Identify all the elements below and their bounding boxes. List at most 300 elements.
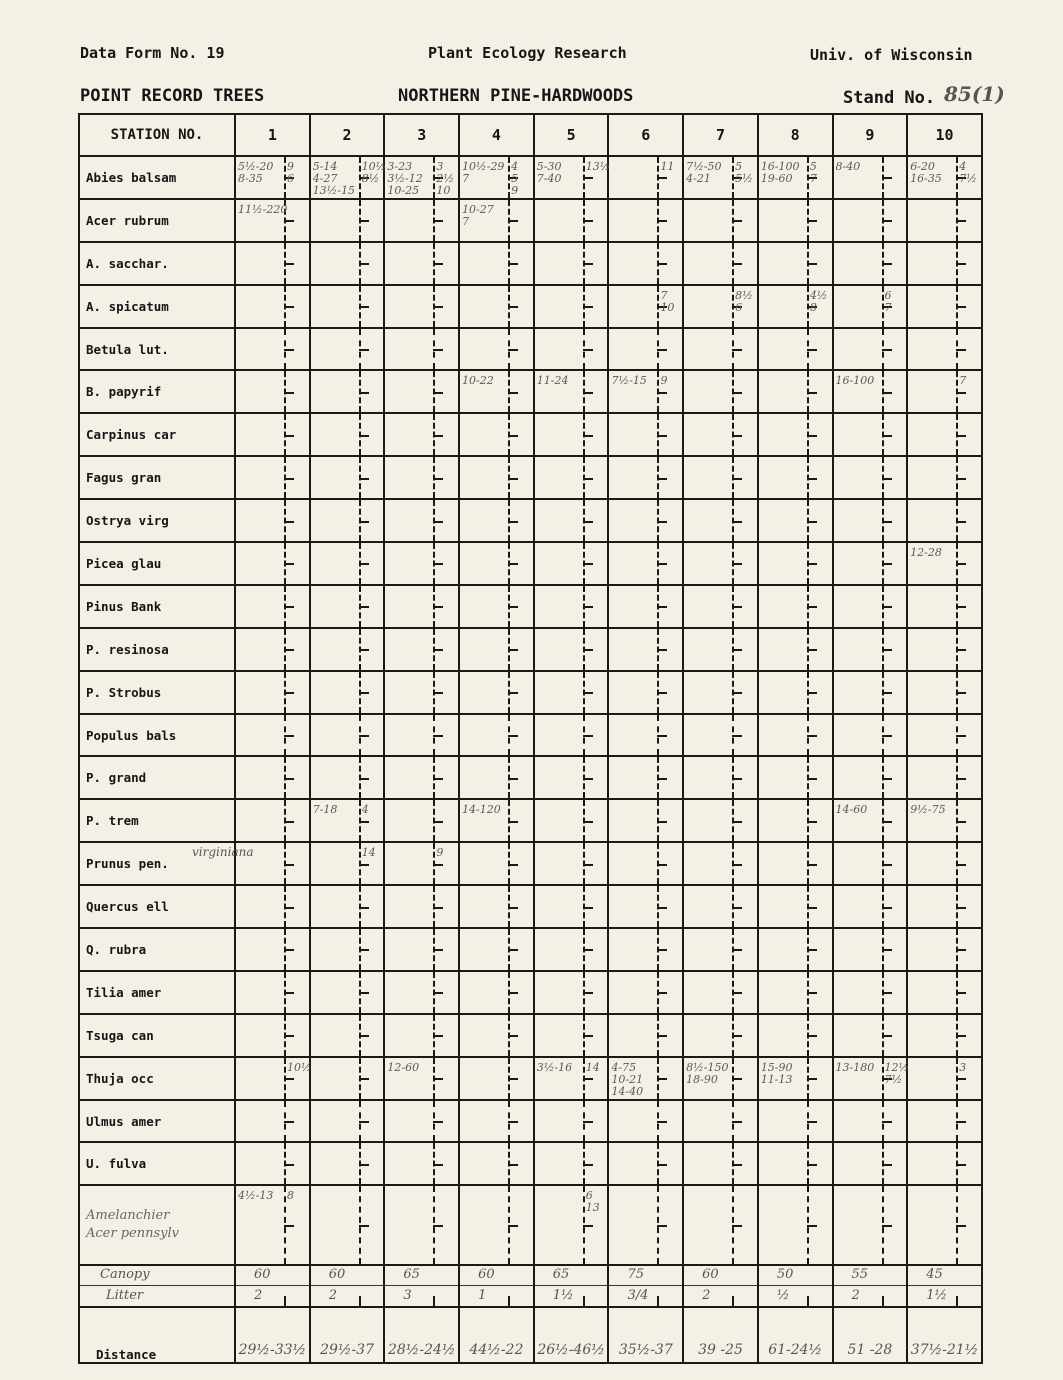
data-cell bbox=[608, 456, 683, 499]
cell-tick bbox=[359, 992, 369, 994]
data-cell bbox=[235, 199, 310, 242]
species-name: U. fulva bbox=[79, 1142, 235, 1185]
cell-tick bbox=[807, 821, 817, 823]
cell-tick bbox=[956, 1225, 966, 1227]
cell-tick bbox=[284, 778, 294, 780]
canopy-cell bbox=[384, 1265, 459, 1307]
data-cell bbox=[683, 413, 758, 456]
distance-value: 44½-22 bbox=[469, 1342, 524, 1359]
data-cell bbox=[235, 885, 310, 928]
data-cell bbox=[758, 928, 833, 971]
data-cell bbox=[608, 1014, 683, 1057]
distance-cell bbox=[608, 1307, 683, 1363]
station-header-row bbox=[79, 114, 982, 156]
cell-tick bbox=[732, 606, 742, 608]
data-cell bbox=[758, 1100, 833, 1143]
dbh-entry: 16-100 bbox=[835, 374, 875, 388]
cell-tick bbox=[732, 1078, 742, 1080]
data-cell bbox=[907, 714, 982, 757]
count-entry: 4 5 9 bbox=[511, 160, 519, 197]
distance-row bbox=[79, 1307, 982, 1363]
data-cell bbox=[235, 370, 310, 413]
data-cell bbox=[534, 1185, 609, 1265]
cell-tick bbox=[433, 821, 443, 823]
cell-tick bbox=[882, 735, 892, 737]
data-cell bbox=[683, 499, 758, 542]
count-entry: 11 bbox=[660, 160, 675, 173]
data-cell bbox=[758, 885, 833, 928]
data-cell bbox=[608, 799, 683, 842]
cell-tick bbox=[732, 349, 742, 351]
data-cell bbox=[833, 756, 908, 799]
data-cell bbox=[235, 756, 310, 799]
cell-tick bbox=[359, 821, 369, 823]
cell-tick bbox=[657, 220, 667, 222]
data-cell bbox=[534, 1142, 609, 1185]
data-cell bbox=[833, 456, 908, 499]
cell-tick bbox=[583, 735, 593, 737]
species-row bbox=[79, 628, 982, 671]
data-cell bbox=[758, 842, 833, 885]
cell-tick bbox=[284, 521, 294, 523]
dbh-entry: 8-40 bbox=[835, 160, 861, 173]
cell-tick bbox=[807, 907, 817, 909]
cell-tick bbox=[284, 478, 294, 480]
cell-tick bbox=[882, 606, 892, 608]
data-cell bbox=[608, 585, 683, 628]
data-cell bbox=[833, 585, 908, 628]
cell-tick bbox=[657, 177, 667, 179]
dbh-entry: 14-60 bbox=[835, 803, 868, 817]
cell-tick bbox=[657, 1164, 667, 1166]
cell-tick bbox=[583, 263, 593, 265]
litter-value: ½ bbox=[776, 1288, 790, 1304]
cell-tick bbox=[433, 478, 443, 480]
data-cell bbox=[907, 542, 982, 585]
data-cell bbox=[384, 671, 459, 714]
cell-tick bbox=[732, 478, 742, 480]
data-cell bbox=[459, 756, 534, 799]
cell-tick bbox=[956, 1035, 966, 1037]
cell-tick bbox=[359, 1078, 369, 1080]
cell-tick bbox=[956, 435, 966, 437]
data-cell bbox=[310, 842, 385, 885]
data-cell bbox=[683, 928, 758, 971]
cell-tick bbox=[359, 521, 369, 523]
distance-value: 61-24½ bbox=[768, 1342, 823, 1359]
species-row bbox=[79, 328, 982, 371]
data-cell bbox=[384, 328, 459, 371]
species-row bbox=[79, 1100, 982, 1143]
cell-tick bbox=[807, 1164, 817, 1166]
cell-tick bbox=[732, 821, 742, 823]
dbh-entry: 10½-29 7 bbox=[462, 160, 505, 185]
count-entry: 13½ bbox=[585, 160, 611, 173]
litter-label: Litter bbox=[106, 1288, 144, 1304]
species-name: Ulmus amer bbox=[79, 1100, 235, 1143]
data-cell bbox=[907, 928, 982, 971]
data-cell bbox=[683, 456, 758, 499]
dbh-entry: 4½-13 bbox=[238, 1189, 274, 1203]
data-cell bbox=[683, 156, 758, 199]
cell-tick bbox=[657, 992, 667, 994]
cell-tick bbox=[956, 306, 966, 308]
cell-tick bbox=[882, 349, 892, 351]
data-cell bbox=[534, 328, 609, 371]
data-cell bbox=[459, 242, 534, 285]
cell-tick bbox=[359, 778, 369, 780]
data-cell bbox=[235, 1185, 310, 1265]
cell-tick bbox=[583, 306, 593, 308]
cell-tick bbox=[583, 606, 593, 608]
cell-tick bbox=[732, 992, 742, 994]
forest-type: NORTHERN PINE-HARDWOODS bbox=[398, 86, 634, 106]
extra-species-names: Amelanchier Acer pennsylv bbox=[79, 1185, 235, 1265]
canopy-label: Canopy bbox=[100, 1267, 150, 1283]
cell-tick bbox=[359, 949, 369, 951]
cell-tick bbox=[583, 864, 593, 866]
data-cell bbox=[384, 1142, 459, 1185]
cell-tick bbox=[732, 1035, 742, 1037]
data-cell bbox=[907, 585, 982, 628]
cell-tick bbox=[284, 821, 294, 823]
species-row bbox=[79, 671, 982, 714]
species-name: A. sacchar. bbox=[79, 242, 235, 285]
cell-tick bbox=[657, 392, 667, 394]
cell-tick bbox=[284, 349, 294, 351]
cell-tick bbox=[583, 392, 593, 394]
data-cell bbox=[833, 542, 908, 585]
cell-tick bbox=[583, 521, 593, 523]
data-cell bbox=[384, 842, 459, 885]
distance-value: 29½-37 bbox=[320, 1342, 374, 1359]
cell-tick bbox=[956, 821, 966, 823]
cell-tick bbox=[807, 563, 817, 565]
cell-tick bbox=[956, 1078, 966, 1080]
count-entry: 9 6 bbox=[287, 160, 294, 185]
data-cell bbox=[608, 413, 683, 456]
cell-tick bbox=[732, 735, 742, 737]
count-entry: 6 7 bbox=[884, 288, 892, 314]
cell-tick bbox=[732, 949, 742, 951]
cell-tick bbox=[882, 907, 892, 909]
cell-tick bbox=[583, 220, 593, 222]
cell-tick bbox=[732, 1121, 742, 1123]
data-cell bbox=[310, 413, 385, 456]
cell-tick bbox=[657, 521, 667, 523]
canopy-cell bbox=[833, 1265, 908, 1307]
dbh-entry: 10-27 7 bbox=[462, 202, 494, 228]
data-cell bbox=[534, 1057, 609, 1100]
cell-tick bbox=[433, 435, 443, 437]
data-cell bbox=[310, 671, 385, 714]
data-cell bbox=[534, 499, 609, 542]
cell-tick bbox=[284, 392, 294, 394]
count-entry: 3 bbox=[959, 1060, 967, 1074]
cell-tick bbox=[359, 606, 369, 608]
form-title: POINT RECORD TREES bbox=[80, 86, 265, 106]
data-cell bbox=[907, 799, 982, 842]
dbh-entry: 7½-15 bbox=[611, 374, 647, 388]
data-cell bbox=[459, 1100, 534, 1143]
count-entry: 7 bbox=[959, 374, 967, 388]
cell-tick bbox=[657, 649, 667, 651]
data-cell bbox=[833, 285, 908, 328]
data-cell bbox=[758, 499, 833, 542]
station-number: 3 bbox=[384, 114, 459, 156]
data-cell bbox=[683, 756, 758, 799]
cell-tick bbox=[583, 563, 593, 565]
cell-tick bbox=[732, 649, 742, 651]
station-number: 4 bbox=[459, 114, 534, 156]
dbh-entry: 15-90 11-13 bbox=[760, 1060, 793, 1086]
data-cell bbox=[608, 156, 683, 199]
cell-tick bbox=[882, 821, 892, 823]
species-name: Pinus Bank bbox=[79, 585, 235, 628]
distance-cell bbox=[534, 1307, 609, 1363]
species-row bbox=[79, 499, 982, 542]
litter-value: 2 bbox=[851, 1288, 860, 1304]
canopy-litter-row bbox=[79, 1265, 982, 1307]
cell-tick bbox=[433, 649, 443, 651]
dbh-entry: 16-100 19-60 bbox=[760, 160, 800, 185]
cell-tick bbox=[359, 735, 369, 737]
count-entry: 5 5½ bbox=[735, 160, 753, 185]
cell-tick bbox=[882, 177, 892, 179]
canopy-value: 60 bbox=[328, 1267, 346, 1283]
dbh-entry: 3-23 3½-12 10-25 bbox=[387, 160, 423, 197]
data-cell bbox=[534, 714, 609, 757]
cell-tick bbox=[956, 563, 966, 565]
data-cell bbox=[683, 585, 758, 628]
data-cell bbox=[310, 628, 385, 671]
station-number: 7 bbox=[683, 114, 758, 156]
dbh-entry: 11-24 bbox=[536, 374, 569, 388]
data-cell bbox=[384, 1100, 459, 1143]
canopy-cell bbox=[608, 1265, 683, 1307]
data-cell bbox=[758, 671, 833, 714]
data-cell bbox=[758, 714, 833, 757]
data-cell bbox=[608, 199, 683, 242]
cell-tick bbox=[433, 949, 443, 951]
cell-tick bbox=[732, 907, 742, 909]
cell-tick bbox=[359, 220, 369, 222]
dbh-entry: 5½-20 8-35 bbox=[238, 160, 274, 185]
canopy-value: 50 bbox=[776, 1267, 794, 1283]
cell-tick bbox=[508, 692, 518, 694]
data-cell bbox=[608, 628, 683, 671]
data-cell bbox=[534, 756, 609, 799]
data-cell bbox=[384, 370, 459, 413]
litter-value: 3 bbox=[403, 1288, 412, 1304]
cell-tick bbox=[583, 821, 593, 823]
data-cell bbox=[758, 628, 833, 671]
dbh-entry: 13-180 bbox=[835, 1060, 875, 1074]
cell-tick bbox=[359, 864, 369, 866]
data-cell bbox=[459, 285, 534, 328]
data-cell bbox=[534, 885, 609, 928]
cell-tick bbox=[882, 949, 892, 951]
data-cell bbox=[683, 285, 758, 328]
data-cell bbox=[608, 756, 683, 799]
cell-tick bbox=[359, 306, 369, 308]
data-cell bbox=[235, 842, 310, 885]
cell-tick bbox=[807, 1225, 817, 1227]
data-cell bbox=[310, 799, 385, 842]
species-name: P. resinosa bbox=[79, 628, 235, 671]
data-cell bbox=[758, 285, 833, 328]
cell-tick bbox=[583, 177, 593, 179]
cell-tick bbox=[433, 907, 443, 909]
station-number: 6 bbox=[608, 114, 683, 156]
cell-tick bbox=[956, 521, 966, 523]
data-cell bbox=[534, 842, 609, 885]
data-cell bbox=[459, 885, 534, 928]
data-cell bbox=[534, 585, 609, 628]
station-number: 8 bbox=[758, 114, 833, 156]
species-name: Ostrya virg bbox=[79, 499, 235, 542]
cell-tick bbox=[284, 435, 294, 437]
data-cell bbox=[235, 499, 310, 542]
cell-tick bbox=[433, 735, 443, 737]
data-cell bbox=[907, 199, 982, 242]
dbh-entry: 10-22 bbox=[462, 374, 494, 388]
count-entry: 4 7½ bbox=[959, 160, 977, 185]
organization: Plant Ecology Research bbox=[428, 44, 627, 62]
cell-tick bbox=[657, 349, 667, 351]
data-cell bbox=[758, 799, 833, 842]
species-row bbox=[79, 370, 982, 413]
form-number: Data Form No. 19 bbox=[80, 44, 225, 62]
count-entry: 8½ 6 bbox=[735, 288, 753, 314]
count-entry: 10½ 8½ bbox=[361, 160, 387, 185]
data-cell bbox=[758, 242, 833, 285]
cell-tick bbox=[732, 1225, 742, 1227]
species-row bbox=[79, 199, 982, 242]
data-cell bbox=[683, 370, 758, 413]
data-cell bbox=[459, 499, 534, 542]
data-cell bbox=[907, 842, 982, 885]
cell-tick bbox=[807, 992, 817, 994]
canopy-cell bbox=[758, 1265, 833, 1307]
cell-tick bbox=[956, 907, 966, 909]
cell-tick bbox=[508, 306, 518, 308]
data-cell bbox=[310, 714, 385, 757]
species-name: Abies balsam bbox=[79, 156, 235, 199]
count-entry: 5 7 bbox=[809, 160, 817, 185]
station-label: STATION NO. bbox=[79, 114, 235, 156]
litter-value: 2 bbox=[254, 1288, 263, 1304]
cell-tick bbox=[732, 563, 742, 565]
data-cell bbox=[534, 413, 609, 456]
canopy-value: 45 bbox=[926, 1267, 943, 1283]
cell-tick bbox=[359, 349, 369, 351]
data-cell bbox=[758, 585, 833, 628]
data-cell bbox=[534, 971, 609, 1014]
data-cell bbox=[235, 542, 310, 585]
data-cell bbox=[907, 971, 982, 1014]
litter-value: 1 bbox=[478, 1288, 487, 1304]
data-cell bbox=[833, 1057, 908, 1100]
species-row bbox=[79, 542, 982, 585]
species-name: P. trem bbox=[79, 799, 235, 842]
cell-tick bbox=[583, 949, 593, 951]
cell-tick bbox=[359, 1225, 369, 1227]
data-cell bbox=[310, 499, 385, 542]
species-name: Carpinus car bbox=[79, 413, 235, 456]
data-cell bbox=[758, 199, 833, 242]
data-cell bbox=[608, 499, 683, 542]
cell-tick bbox=[508, 1121, 518, 1123]
distance-value: 51 -28 bbox=[847, 1342, 893, 1359]
data-cell bbox=[907, 370, 982, 413]
data-cell bbox=[833, 671, 908, 714]
data-cell bbox=[833, 971, 908, 1014]
dbh-entry: 6-20 16-35 bbox=[910, 160, 942, 185]
cell-tick bbox=[657, 907, 667, 909]
cell-tick bbox=[807, 778, 817, 780]
species-row bbox=[79, 585, 982, 628]
data-cell bbox=[310, 285, 385, 328]
data-cell bbox=[384, 156, 459, 199]
cell-tick bbox=[284, 649, 294, 651]
cell-tick bbox=[956, 949, 966, 951]
species-name: Fagus gran bbox=[79, 456, 235, 499]
species-row bbox=[79, 242, 982, 285]
cell-tick bbox=[882, 563, 892, 565]
data-cell bbox=[833, 199, 908, 242]
data-cell bbox=[758, 370, 833, 413]
species-name: P. Strobus bbox=[79, 671, 235, 714]
data-cell bbox=[384, 285, 459, 328]
data-cell bbox=[235, 585, 310, 628]
canopy-value: 55 bbox=[851, 1267, 869, 1283]
data-cell bbox=[384, 799, 459, 842]
data-cell bbox=[608, 542, 683, 585]
data-cell bbox=[758, 456, 833, 499]
data-cell bbox=[907, 671, 982, 714]
data-cell bbox=[534, 928, 609, 971]
cell-tick bbox=[359, 907, 369, 909]
canopy-cell bbox=[534, 1265, 609, 1307]
cell-tick bbox=[359, 263, 369, 265]
cell-tick bbox=[657, 949, 667, 951]
data-cell bbox=[758, 1057, 833, 1100]
cell-tick bbox=[657, 864, 667, 866]
cell-tick bbox=[359, 392, 369, 394]
cell-tick bbox=[284, 220, 294, 222]
distance-cell bbox=[758, 1307, 833, 1363]
data-cell bbox=[459, 971, 534, 1014]
data-cell bbox=[384, 542, 459, 585]
count-entry: 8 bbox=[287, 1189, 294, 1203]
litter-value: 1½ bbox=[926, 1288, 948, 1304]
data-cell bbox=[534, 242, 609, 285]
cell-tick bbox=[956, 649, 966, 651]
data-cell bbox=[384, 1014, 459, 1057]
stand-value: 85(1) bbox=[944, 82, 1005, 106]
data-cell bbox=[310, 585, 385, 628]
species-name: A. spicatum bbox=[79, 285, 235, 328]
data-cell bbox=[907, 456, 982, 499]
data-cell bbox=[384, 1185, 459, 1265]
cell-tick bbox=[956, 692, 966, 694]
cell-tick bbox=[433, 1078, 443, 1080]
data-cell bbox=[384, 499, 459, 542]
cell-tick bbox=[284, 1225, 294, 1227]
cell-tick bbox=[807, 1035, 817, 1037]
cell-tick bbox=[882, 220, 892, 222]
